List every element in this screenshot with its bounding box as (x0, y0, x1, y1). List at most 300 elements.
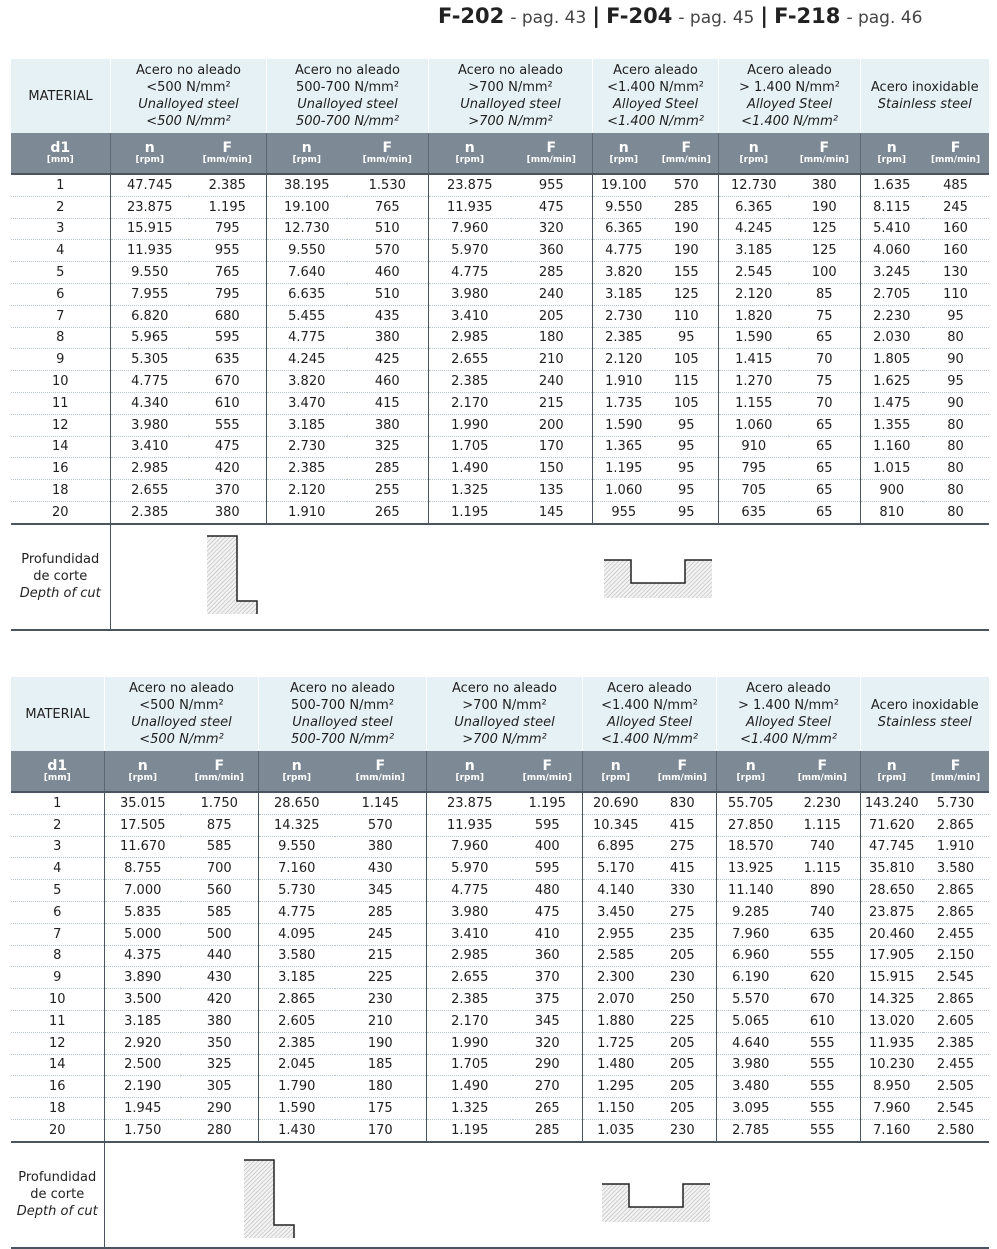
material-es: Acero no aleado (294, 63, 401, 78)
feed-cell: 380 (335, 836, 427, 858)
rpm-cell: 4.340 (111, 392, 189, 414)
rpm-cell: 1.015 (861, 458, 923, 480)
n-label: n (291, 757, 302, 774)
rpm-cell: 5.170 (583, 858, 649, 880)
feed-cell: 210 (335, 1010, 427, 1032)
material-col (717, 677, 861, 751)
feed-cell: 955 (189, 240, 267, 262)
feed-cell: 2.545 (923, 967, 989, 989)
rpm-cell: 18.570 (717, 836, 785, 858)
table-row (11, 392, 989, 414)
material-en: Stainless steel (877, 715, 972, 730)
rpm-cell: 28.650 (861, 880, 923, 902)
feed-cell: 370 (513, 967, 583, 989)
rpm-cell: 8.950 (861, 1076, 923, 1098)
feed-cell: 255 (347, 480, 429, 502)
feed-cell: 1.145 (335, 792, 427, 814)
feed-cell: 330 (649, 880, 717, 902)
diameter-cell: 20 (11, 501, 111, 523)
rpm-cell: 810 (861, 501, 923, 523)
material-range-en: <1.400 N/mm² (601, 732, 698, 747)
n-header (593, 133, 655, 174)
rpm-cell: 3.980 (111, 414, 189, 436)
feed-cell: 185 (335, 1054, 427, 1076)
feed-cell: 670 (189, 371, 267, 393)
n-unit: [rpm] (282, 772, 311, 783)
feed-cell: 1.750 (181, 792, 259, 814)
feed-cell: 80 (923, 501, 989, 523)
rpm-cell: 1.590 (259, 1098, 335, 1120)
table-body (11, 174, 989, 524)
diameter-cell: 12 (11, 1032, 105, 1054)
feed-cell: 2.385 (923, 1032, 989, 1054)
rpm-cell: 1.790 (259, 1076, 335, 1098)
rpm-cell: 7.960 (717, 923, 785, 945)
feed-cell: 2.385 (189, 174, 267, 196)
rpm-cell: 2.865 (259, 989, 335, 1011)
material-es: Acero aleado (747, 63, 832, 78)
f-label: F (681, 139, 692, 156)
rpm-cell: 2.920 (105, 1032, 181, 1054)
material-range-en: 500-700 N/mm² (290, 732, 395, 747)
feed-cell: 80 (923, 414, 989, 436)
n-header (861, 751, 923, 792)
table-row (11, 858, 989, 880)
rpm-cell: 4.775 (267, 327, 347, 349)
f-unit: [mm/min] (661, 154, 711, 165)
rpm-cell: 9.550 (267, 240, 347, 262)
feed-cell: 270 (513, 1076, 583, 1098)
material-header-row (11, 59, 989, 133)
rpm-cell: 5.455 (267, 305, 347, 327)
rpm-cell: 1.150 (583, 1098, 649, 1120)
diameter-cell: 12 (11, 414, 111, 436)
n-unit: [rpm] (609, 154, 638, 165)
rpm-cell: 5.065 (717, 1010, 785, 1032)
feed-cell: 290 (513, 1054, 583, 1076)
rpm-cell: 38.195 (267, 174, 347, 196)
diameter-cell: 10 (11, 371, 111, 393)
feed-cell: 420 (189, 458, 267, 480)
f-unit: [mm/min] (657, 772, 707, 783)
rpm-cell: 3.890 (105, 967, 181, 989)
table-row (11, 836, 989, 858)
table-row (11, 1076, 989, 1098)
table-row (11, 792, 989, 814)
feed-cell: 95 (655, 458, 719, 480)
feed-cell: 95 (655, 436, 719, 458)
depth-line3: Depth of cut (19, 586, 101, 602)
feed-cell: 125 (789, 218, 861, 240)
feed-cell: 325 (347, 436, 429, 458)
feed-cell: 240 (511, 371, 593, 393)
table-row (11, 1032, 989, 1054)
diameter-cell: 1 (11, 792, 105, 814)
feed-cell: 265 (513, 1098, 583, 1120)
feed-cell: 280 (181, 1119, 259, 1141)
feed-cell: 380 (181, 1010, 259, 1032)
rpm-cell: 2.545 (719, 262, 789, 284)
feed-cell: 425 (347, 349, 429, 371)
rpm-cell: 635 (719, 501, 789, 523)
rpm-cell: 17.505 (105, 814, 181, 836)
rpm-cell: 9.550 (593, 196, 655, 218)
n-label: n (886, 757, 897, 774)
feed-cell: 95 (655, 414, 719, 436)
rpm-cell: 11.935 (861, 1032, 923, 1054)
product-code: F-204 (606, 4, 673, 28)
d1-unit: [mm] (43, 772, 71, 783)
feed-cell: 375 (513, 989, 583, 1011)
rpm-cell: 4.775 (429, 262, 511, 284)
table-row (11, 1119, 989, 1141)
feed-cell: 95 (655, 501, 719, 523)
feed-cell: 275 (649, 901, 717, 923)
n-header (717, 751, 785, 792)
f-label: F (214, 757, 225, 774)
feed-cell: 225 (649, 1010, 717, 1032)
feed-cell: 555 (785, 1076, 861, 1098)
rpm-cell: 1.160 (861, 436, 923, 458)
feed-cell: 5.730 (923, 792, 989, 814)
rpm-cell: 12.730 (267, 218, 347, 240)
rpm-cell: 8.755 (105, 858, 181, 880)
f-header (513, 751, 583, 792)
side-cut-icon (206, 535, 258, 615)
feed-cell: 795 (189, 218, 267, 240)
rpm-cell: 7.960 (429, 218, 511, 240)
rpm-cell: 3.410 (429, 305, 511, 327)
material-range: > 1.400 N/mm² (739, 80, 841, 95)
f-header (189, 133, 267, 174)
feed-cell: 285 (511, 262, 593, 284)
rpm-cell: 1.945 (105, 1098, 181, 1120)
table-row (11, 327, 989, 349)
feed-cell: 830 (649, 792, 717, 814)
material-col (105, 677, 259, 751)
rpm-cell: 4.640 (717, 1032, 785, 1054)
rpm-cell: 7.160 (259, 858, 335, 880)
rpm-cell: 3.095 (717, 1098, 785, 1120)
rpm-cell: 13.925 (717, 858, 785, 880)
feed-cell: 740 (785, 836, 861, 858)
rpm-cell: 3.185 (259, 967, 335, 989)
rpm-cell: 1.990 (427, 1032, 513, 1054)
feed-cell: 95 (655, 480, 719, 502)
rpm-cell: 19.100 (267, 196, 347, 218)
rpm-cell: 47.745 (111, 174, 189, 196)
rpm-cell: 23.875 (429, 174, 511, 196)
feed-cell: 175 (335, 1098, 427, 1120)
table-row (11, 218, 989, 240)
rpm-cell: 4.775 (593, 240, 655, 262)
feed-cell: 955 (511, 174, 593, 196)
d1-label: d1 (47, 757, 68, 774)
feed-cell: 475 (511, 196, 593, 218)
rpm-cell: 2.730 (593, 305, 655, 327)
rpm-cell: 2.385 (267, 458, 347, 480)
d1-unit: [mm] (46, 154, 74, 165)
diameter-cell: 14 (11, 1054, 105, 1076)
rpm-cell: 1.195 (429, 501, 511, 523)
f-unit: [mm/min] (194, 772, 244, 783)
feed-cell: 90 (923, 349, 989, 371)
feed-cell: 555 (785, 1098, 861, 1120)
feed-cell: 3.580 (923, 858, 989, 880)
feed-cell: 65 (789, 501, 861, 523)
rpm-cell: 17.905 (861, 945, 923, 967)
rpm-cell: 7.160 (861, 1119, 923, 1141)
rpm-cell: 955 (593, 501, 655, 523)
n-unit: [rpm] (292, 154, 321, 165)
feed-cell: 635 (785, 923, 861, 945)
feed-cell: 380 (789, 174, 861, 196)
f-label: F (546, 139, 557, 156)
rpm-cell: 3.820 (593, 262, 655, 284)
material-col (719, 59, 861, 133)
rpm-cell: 3.480 (717, 1076, 785, 1098)
rpm-cell: 6.365 (719, 196, 789, 218)
material-range: >700 N/mm² (462, 698, 547, 713)
rpm-cell: 1.195 (427, 1119, 513, 1141)
f-header (923, 133, 989, 174)
feed-cell: 345 (513, 1010, 583, 1032)
rpm-cell: 1.490 (429, 458, 511, 480)
n-header (105, 751, 181, 792)
f-unit: [mm/min] (526, 154, 576, 165)
feed-cell: 360 (511, 240, 593, 262)
material-label: MATERIAL (11, 59, 111, 133)
feed-cell: 2.865 (923, 989, 989, 1011)
feed-cell: 95 (923, 371, 989, 393)
table-row (11, 1010, 989, 1032)
feed-cell: 2.455 (923, 923, 989, 945)
feed-cell: 2.865 (923, 814, 989, 836)
rpm-cell: 2.385 (429, 371, 511, 393)
table-row (11, 945, 989, 967)
depth-of-cut-label (11, 1142, 105, 1248)
table-row (11, 262, 989, 284)
rpm-cell: 2.385 (593, 327, 655, 349)
material-en: Stainless steel (877, 97, 972, 112)
feed-cell: 305 (181, 1076, 259, 1098)
feed-cell: 130 (923, 262, 989, 284)
rpm-cell: 1.990 (429, 414, 511, 436)
feed-cell: 215 (511, 392, 593, 414)
feed-cell: 345 (335, 880, 427, 902)
table-row (11, 501, 989, 523)
rpm-cell: 4.060 (861, 240, 923, 262)
n-label: n (745, 757, 756, 774)
n-unit: [rpm] (736, 772, 766, 783)
rpm-cell: 71.620 (861, 814, 923, 836)
rpm-cell: 2.655 (427, 967, 513, 989)
rpm-cell: 1.355 (861, 414, 923, 436)
rpm-cell: 28.650 (259, 792, 335, 814)
material-en: Alloyed Steel (745, 715, 832, 730)
rpm-cell: 2.190 (105, 1076, 181, 1098)
feed-cell: 205 (511, 305, 593, 327)
rpm-cell: 7.000 (105, 880, 181, 902)
f-header (181, 751, 259, 792)
table-row (11, 283, 989, 305)
f-unit: [mm/min] (522, 772, 572, 783)
feed-cell: 1.530 (347, 174, 429, 196)
feed-cell: 475 (513, 901, 583, 923)
feed-cell: 740 (785, 901, 861, 923)
material-en: Unalloyed steel (460, 97, 561, 112)
feed-cell: 155 (655, 262, 719, 284)
f-header (347, 133, 429, 174)
rpm-cell: 11.140 (717, 880, 785, 902)
table-row (11, 349, 989, 371)
diameter-cell: 6 (11, 283, 111, 305)
feed-cell: 180 (511, 327, 593, 349)
feed-cell: 2.865 (923, 880, 989, 902)
separator: | (592, 4, 601, 28)
feed-cell: 440 (181, 945, 259, 967)
feed-cell: 110 (655, 305, 719, 327)
rpm-cell: 5.000 (105, 923, 181, 945)
diameter-cell: 11 (11, 1010, 105, 1032)
feed-cell: 145 (511, 501, 593, 523)
rpm-cell: 3.980 (429, 283, 511, 305)
d1-header (11, 751, 105, 792)
material-col (583, 677, 717, 751)
feed-cell: 585 (181, 901, 259, 923)
unit-header-row (11, 133, 989, 174)
rpm-cell: 2.655 (429, 349, 511, 371)
rpm-cell: 5.970 (429, 240, 511, 262)
rpm-cell: 35.015 (105, 792, 181, 814)
rpm-cell: 1.735 (593, 392, 655, 414)
feed-cell: 460 (347, 371, 429, 393)
material-es: Acero inoxidable (870, 80, 979, 95)
material-en: Alloyed Steel (746, 97, 833, 112)
rpm-cell: 2.170 (429, 392, 511, 414)
diameter-cell: 8 (11, 327, 111, 349)
n-unit: [rpm] (877, 154, 907, 165)
f-unit: [mm/min] (930, 154, 981, 165)
feed-cell: 80 (923, 327, 989, 349)
material-range: 500-700 N/mm² (290, 698, 395, 713)
rpm-cell: 5.570 (717, 989, 785, 1011)
slot-cut-icon (603, 555, 713, 599)
n-header (583, 751, 649, 792)
feed-cell: 415 (649, 814, 717, 836)
rpm-cell: 15.915 (111, 218, 189, 240)
rpm-cell: 3.500 (105, 989, 181, 1011)
n-unit: [rpm] (455, 154, 484, 165)
feed-cell: 2.230 (785, 792, 861, 814)
diameter-cell: 2 (11, 814, 105, 836)
feed-cell: 285 (655, 196, 719, 218)
table-row (11, 240, 989, 262)
material-en: Unalloyed steel (297, 97, 398, 112)
feed-cell: 1.115 (785, 858, 861, 880)
n-header (429, 133, 511, 174)
f-unit: [mm/min] (355, 772, 405, 783)
material-range: > 1.400 N/mm² (738, 698, 840, 713)
feed-cell: 2.150 (923, 945, 989, 967)
feed-cell: 70 (789, 392, 861, 414)
depth-line1: Profundidad (21, 552, 100, 568)
diameter-cell: 1 (11, 174, 111, 196)
feed-cell: 265 (347, 501, 429, 523)
feed-cell: 380 (189, 501, 267, 523)
rpm-cell: 2.985 (429, 327, 511, 349)
rpm-cell: 47.745 (861, 836, 923, 858)
rpm-cell: 3.980 (427, 901, 513, 923)
diameter-cell: 18 (11, 1098, 105, 1120)
diameter-cell: 4 (11, 240, 111, 262)
rpm-cell: 1.725 (583, 1032, 649, 1054)
feed-cell: 65 (789, 480, 861, 502)
feed-cell: 435 (347, 305, 429, 327)
feed-cell: 610 (189, 392, 267, 414)
f-label: F (950, 757, 961, 774)
d1-header (11, 133, 111, 174)
rpm-cell: 1.325 (427, 1098, 513, 1120)
feed-cell: 670 (785, 989, 861, 1011)
rpm-cell: 1.295 (583, 1076, 649, 1098)
material-col (111, 59, 267, 133)
feed-cell: 65 (789, 414, 861, 436)
feed-cell: 70 (789, 349, 861, 371)
n-unit: [rpm] (135, 154, 164, 165)
depth-of-cut-row (11, 524, 989, 630)
material-es: Acero no aleado (289, 681, 396, 696)
rpm-cell: 1.880 (583, 1010, 649, 1032)
material-en: Alloyed Steel (612, 97, 699, 112)
table-row (11, 880, 989, 902)
rpm-cell: 13.020 (861, 1010, 923, 1032)
feed-cell: 555 (785, 945, 861, 967)
feed-cell: 415 (649, 858, 717, 880)
feed-cell: 190 (655, 218, 719, 240)
table-row (11, 1098, 989, 1120)
rpm-cell: 3.580 (259, 945, 335, 967)
rpm-cell: 705 (719, 480, 789, 502)
rpm-cell: 3.185 (105, 1010, 181, 1032)
feed-cell: 410 (513, 923, 583, 945)
feed-cell: 105 (655, 392, 719, 414)
feed-cell: 80 (923, 480, 989, 502)
n-label: n (610, 757, 621, 774)
material-range-en: <500 N/mm² (139, 732, 224, 747)
feed-cell: 570 (347, 240, 429, 262)
rpm-cell: 14.325 (861, 989, 923, 1011)
feed-cell: 420 (181, 989, 259, 1011)
rpm-cell: 3.980 (717, 1054, 785, 1076)
rpm-cell: 1.325 (429, 480, 511, 502)
n-label: n (748, 139, 759, 156)
feed-cell: 400 (513, 836, 583, 858)
feed-cell: 95 (923, 305, 989, 327)
rpm-cell: 7.955 (111, 283, 189, 305)
f-label: F (817, 757, 828, 774)
rpm-cell: 2.955 (583, 923, 649, 945)
slot-cut-icon (601, 1179, 711, 1223)
feed-cell: 485 (923, 174, 989, 196)
rpm-cell: 2.385 (111, 501, 189, 523)
n-header (719, 133, 789, 174)
feed-cell: 105 (655, 349, 719, 371)
rpm-cell: 2.120 (593, 349, 655, 371)
rpm-cell: 3.820 (267, 371, 347, 393)
diameter-cell: 18 (11, 480, 111, 502)
n-header (427, 751, 513, 792)
